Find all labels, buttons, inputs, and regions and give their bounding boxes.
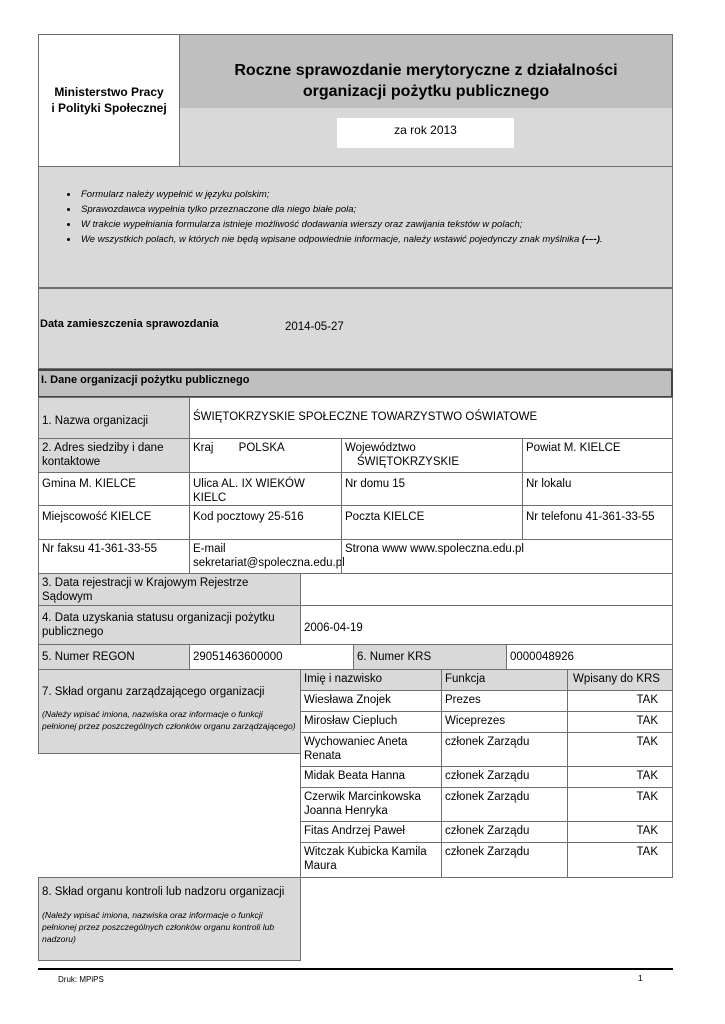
org-name-label-text: 1. Nazwa organizacji [42,415,149,427]
krs-text: 0000048926 [510,651,574,663]
board-row-name: Wychowaniec Aneta Renata [300,732,442,767]
board-row-krs: TAK [567,842,673,878]
board-row-role: członek Zarządu [441,821,568,843]
post-office-cell: Poczta KIELCE [341,505,523,540]
footer-rule [38,968,673,970]
org-name-label [38,397,190,439]
voivodeship-label: Województwo [345,442,416,454]
page-number: 1 [638,973,643,983]
board-row-name: Witczak Kubicka Kamila Maura [300,842,442,878]
instruction-item: • We wszystkich polach, w których nie będą wpisane odpowiednie informacje, należy wstawić pojedynczy znak myślnika (-–-). [79,232,672,247]
control-label-cell [38,877,301,961]
krs-registration-label: 3. Data rejestracji w Krajowym Rejestrze Sądowym [38,573,301,606]
org-name-text: ŚWIĘTOKRZYSKIE SPOŁECZNE TOWARZYSTWO OŚWIATOWE [193,411,538,423]
voivodeship-cell [341,438,523,473]
board-row-krs: TAK [567,732,673,767]
status-date-text: 2006-04-19 [304,622,363,634]
krs-number-label [353,644,507,670]
regon-text: 29051463600000 [193,651,283,663]
section-1-title: I. Dane organizacji pożytku publicznego [38,369,673,397]
country-label: Kraj [193,442,214,454]
org-name-value [189,397,673,439]
publication-date: 2014-05-27 [285,321,344,333]
board-row-krs: TAK [567,690,673,712]
control-label: 8. Skład organu kontroli lub nadzoru organizacji [42,886,285,898]
year-field [337,118,514,148]
website-cell: Strona www www.spoleczna.edu.pl [341,539,673,574]
board-row-role: członek Zarządu [441,787,568,822]
board-row-krs: TAK [567,787,673,822]
apartment-number-cell: Nr lokalu [522,472,673,506]
footer-print-label: Druk: MPiPS [58,975,104,984]
form-title [180,35,672,108]
board-row-name: Wiesława Znojek [300,690,442,712]
status-date-value [300,605,673,645]
ministry-line-1: Ministerstwo Pracy [54,85,164,99]
county-cell: Powiat M. KIELCE [522,438,673,473]
ministry-name [40,84,178,116]
krs-number-value [506,644,673,670]
krs-label-text: 6. Numer KRS [357,651,432,663]
board-row-role: Wiceprezes [441,711,568,733]
board-row-name: Mirosław Ciepluch [300,711,442,733]
control-note: (Należy wpisać imiona, nazwiska oraz informacje o funkcji pełnionej przez poszczególnych członków organu kontroli lub nadzoru) [42,910,275,944]
instructions-list [39,187,672,247]
board-row-name: Fitas Andrzej Paweł [300,821,442,843]
form-title-line-2: organizacji pożytku publicznego [302,83,550,100]
board-row-role: członek Zarządu [441,732,568,767]
country-value: POLSKA [238,442,285,454]
board-row-role: członek Zarządu [441,842,568,878]
email-cell [189,539,345,574]
year-label: za rok 2013 [394,123,457,137]
postal-code-cell: Kod pocztowy 25-516 [189,505,342,540]
ministry-line-2: i Polityki Społecznej [51,101,167,115]
street-cell: Ulica AL. IX WIEKÓW KIELC [189,472,342,506]
board-row-role: członek Zarządu [441,766,568,788]
instruction-dash: (-–-) [581,234,600,245]
status-date-label: 4. Data uzyskania statusu organizacji pożytku publicznego [38,605,301,645]
email-value: sekretariat@spoleczna.edu.pl [193,557,345,569]
board-row-krs: TAK [567,711,673,733]
instruction-item: • Sprawozdawca wypełnia tylko przeznaczone dla niego białe pola; [79,202,672,217]
instruction-text: We wszystkich polach, w których nie będą wpisane odpowiednie informacje, należy wstawić pojedynczy znak myślnika [81,234,580,245]
regon-label [38,644,190,670]
board-row-krs: TAK [567,821,673,843]
instruction-item: • Formularz należy wypełnić w języku polskim; [79,187,672,202]
house-number-cell: Nr domu 15 [341,472,523,506]
board-row-name: Midak Beata Hanna [300,766,442,788]
regon-value [189,644,354,670]
board-header-role: Funkcja [441,669,568,691]
board-row-krs: TAK [567,766,673,788]
board-label: 7. Skład organu zarządzającego organizacji [42,686,265,698]
instruction-item: • W trakcie wypełniania formularza istnieje możliwość dodawania wierszy oraz zawijania tekstów w polach; [79,217,672,232]
address-label: 2. Adres siedziby i dane kontaktowe [38,438,190,473]
board-header-name: Imię i nazwisko [300,669,442,691]
board-row-role: Prezes [441,690,568,712]
board-label-cell [38,669,301,754]
board-header-krs: Wpisany do KRS [567,669,673,691]
publication-label: Data zamieszczenia sprawozdania [40,318,219,330]
fax-cell: Nr faksu 41-361-33-55 [38,539,190,574]
city-cell: Miejscowość KIELCE [38,505,190,540]
form-title-line-1: Roczne sprawozdanie merytoryczne z działalności [234,62,618,79]
country-cell [189,438,342,473]
voivodeship-value: ŚWIĘTOKRZYSKIE [357,456,460,468]
board-row-name: Czerwik Marcinkowska Joanna Henryka [300,787,442,822]
krs-registration-value [300,573,673,606]
commune-cell: Gmina M. KIELCE [38,472,190,506]
instructions-box [38,166,673,288]
email-label: E-mail [193,543,226,555]
phone-cell: Nr telefonu 41-361-33-55 [522,505,673,540]
regon-label-text: 5. Numer REGON [42,651,135,663]
board-note: (Należy wpisać imiona, nazwiska oraz informacje o funkcji pełnionej przez poszczególnych członków organu zarządzającego) [42,709,296,731]
